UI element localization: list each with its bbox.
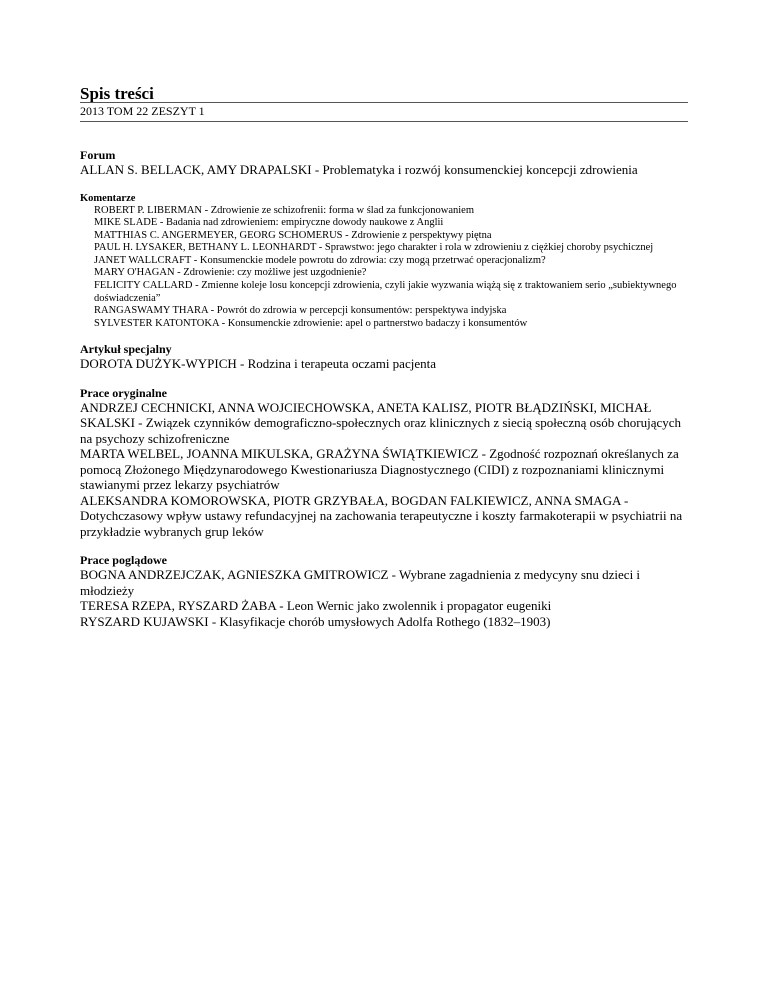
issue-divider [80, 121, 688, 122]
section-prace-pogladowe [80, 553, 690, 629]
section-heading-forum: Forum [80, 148, 116, 162]
section-komentarze [80, 192, 690, 331]
toc-entry: MARTA WELBEL, JOANNA MIKULSKA, GRAŻYNA ŚWIĄTKIEWICZ - Zgodność rozpoznań określanych za pomocą Złożonego Międzynarodowego Kwestionariusza Diagnostycznego (CIDI) z rozpoznaniami klinicznymi stawianymi przez lekarzy psychiatrów [80, 446, 679, 493]
toc-entry: MATTHIAS C. ANGERMEYER, GEORG SCHOMERUS - Zdrowienie z perspektywy piętna [94, 229, 492, 241]
toc-entry: ALEKSANDRA KOMOROWSKA, PIOTR GRZYBAŁA, BOGDAN FALKIEWICZ, ANNA SMAGA - Dotychczasowy wpływ ustawy refundacyjnej na zachowania terapeutyczne i koszty farmakoterapii w psychiatrii na przykładzie wybranych grup leków [80, 492, 683, 539]
toc-entry: RYSZARD KUJAWSKI - Klasyfikacje chorób umysłowych Adolfa Rothego (1832–1903) [80, 613, 551, 629]
section-heading-pogladowe: Prace poglądowe [80, 553, 167, 568]
section-heading-oryginalne: Prace oryginalne [80, 385, 167, 400]
toc-entry: FELICITY CALLARD - Zmienne koleje losu koncepcji zdrowienia, czyli jakie wyzwania wiążą się z traktowaniem serio „subiektywnego doświadczenia” [94, 280, 677, 304]
toc-entry: PAUL H. LYSAKER, BETHANY L. LEONHARDT - Sprawstwo: jego charakter i rola w zdrowieniu z ciężkiej choroby psychicznej [94, 242, 654, 254]
toc-entry: DOROTA DUŻYK-WYPICH - Rodzina i terapeuta oczami pacjenta [80, 356, 436, 372]
toc-entry: ANDRZEJ CECHNICKI, ANNA WOJCIECHOWSKA, ANETA KALISZ, PIOTR BŁĄDZIŃSKI, MICHAŁ SKALSKI - Związek czynników demograficzno-społecznych oraz klinicznych z siecią społeczną osób chorujących na psychozy schizofreniczne [80, 399, 682, 446]
section-heading-artykul: Artykuł specjalny [80, 342, 172, 357]
section-forum [80, 148, 690, 178]
toc-entry: MARY O'HAGAN - Zdrowienie: czy możliwe jest uzgodnienie? [94, 267, 367, 279]
toc-entry: MIKE SLADE - Badania nad zdrowieniem: empiryczne dowody naukowe z Anglii [94, 217, 444, 229]
toc-entry: JANET WALLCRAFT - Konsumenckie modele powrotu do zdrowia: czy mogą przetrwać operacjonalizm? [94, 254, 546, 266]
issue-info: 2013 TOM 22 ZESZYT 1 [80, 104, 205, 118]
section-prace-oryginalne [80, 386, 690, 540]
toc-entry: ROBERT P. LIBERMAN - Zdrowienie ze schizofrenii: forma w ślad za funkcjonowaniem [94, 204, 475, 216]
toc-entry: ALLAN S. BELLACK, AMY DRAPALSKI - Problematyka i rozwój konsumenckiej koncepcji zdrowienia [80, 162, 638, 177]
table-of-contents [80, 148, 690, 629]
toc-entry: TERESA RZEPA, RYSZARD ŻABA - Leon Wernic jako zwolennik i propagator eugeniki [80, 598, 552, 614]
toc-entry: RANGASWAMY THARA - Powrót do zdrowia w percepcji konsumentów: perspektywa indyjska [94, 305, 507, 317]
toc-entry: SYLVESTER KATONTOKA - Konsumenckie zdrowienie: apel o partnerstwo badaczy i konsumentów [94, 317, 528, 329]
section-artykul-specjalny [80, 342, 690, 372]
page-title: Spis treści [80, 84, 154, 103]
toc-entry: BOGNA ANDRZEJCZAK, AGNIESZKA GMITROWICZ - Wybrane zagadnienia z medycyny snu dzieci i młodzieży [80, 567, 641, 598]
section-heading-komentarze: Komentarze [80, 192, 136, 204]
